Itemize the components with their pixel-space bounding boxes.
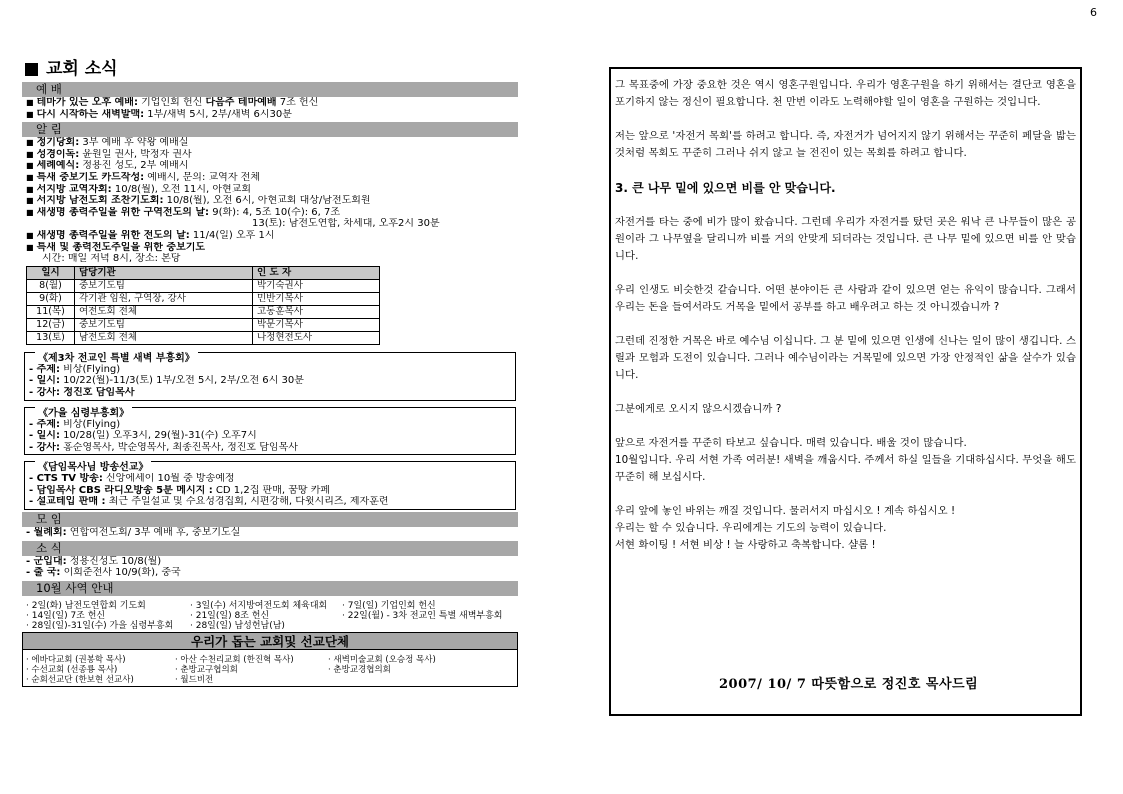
dawn-revival-box — [24, 352, 516, 401]
bullet-icon: ■ — [26, 184, 34, 194]
table-row — [27, 331, 380, 344]
list-item: · 2일(화) 남전도연합회 기도회 — [26, 600, 146, 611]
list-item: · 월드비전 — [175, 674, 214, 685]
paragraph: 그분에게로 오시지 않으시겠습니까 ? — [615, 403, 782, 415]
table-row — [27, 292, 380, 305]
notice-item: ■ 특새 및 총력전도주일을 위한 중보기도 — [26, 241, 206, 253]
schedule-bar: 10월 사역 안내 — [22, 581, 518, 596]
table-cell: 고동훈목사 — [253, 305, 380, 318]
news-item: - 군입대: 정용진성도 10/8(월) — [26, 555, 162, 567]
table-header-row — [27, 266, 380, 279]
notice-item: ■ 새생명 총력주일을 위한 구역전도의 날: 9(화): 4, 5조 10(수): 6, 7조 — [26, 206, 341, 218]
list-item: · 28일(일)-31일(수) 가을 심령부흥회 — [26, 620, 174, 631]
signature: 2007/ 10/ 7 따뜻함으로 정진호 목사드림 — [719, 677, 979, 692]
notice-item: ■ 서지방 교역자회: 10/8(월), 오전 11시, 아현교회 — [26, 183, 252, 195]
notice-item: ■ 새생명 총력주일을 위한 전도의 날: 11/4(일) 오후 1시 — [26, 229, 275, 241]
list-item: · 21일(일) 8조 헌신 — [190, 610, 270, 621]
box-line: - 설교테입 판매 : 최근 주일설교 및 수요성경집회, 시편강해, 다윗시리즈, 제자훈련 — [29, 496, 389, 508]
pastor-letter-column — [609, 67, 1082, 716]
bullet-icon: ■ — [26, 172, 34, 182]
notice-item: ■ 세례예식: 정용진 성도, 2부 예배시 — [26, 160, 189, 172]
article-heading: 3. 큰 나무 밑에 있으면 비를 안 맞습니다. — [615, 181, 836, 195]
bullet-icon: ■ — [26, 161, 34, 171]
month-schedule — [22, 596, 518, 631]
support-list — [23, 650, 517, 686]
prayer-schedule-table — [26, 266, 380, 345]
paragraph: 자전거를 타는 중에 비가 많이 왔습니다. 그런데 우리가 자전거를 탔던 곳은 워낙 큰 나무들이 많은 공원이라 그 나무옆을 달리니까 비를 거의 안맞게 되더라는 것입니다. 큰 나무 밑에 있으면 비를 안 맞습니다. — [615, 216, 1076, 262]
page-number: 6 — [1090, 6, 1097, 19]
list-item: · 28일(일) 남성헌남(남) — [190, 620, 285, 631]
paragraph: 앞으로 자전거를 꾸준히 타보고 싶습니다. 매력 있습니다. 배울 것이 많습니다. — [615, 437, 967, 449]
paragraph: 서현 화이팅 ! 서현 비상 ! 늘 사랑하고 축복합니다. 샬롬 ! — [615, 539, 876, 551]
box-line: - CTS TV 방송: 신앙에세이 10월 중 방송예정 — [29, 473, 235, 485]
box-title: 《가을 심령부흥회》 — [35, 404, 132, 419]
bullet-icon: ■ — [26, 109, 34, 119]
table-cell: 각기관 임원, 구역장, 강사 — [75, 292, 253, 305]
supported-missions-box — [22, 632, 518, 687]
paragraph: 우리 앞에 놓인 바위는 깨질 것입니다. 물러서지 마십시오 ! 계속 하십시오 ! — [615, 505, 956, 517]
paragraph: 우리는 할 수 있습니다. 우리에게는 기도의 능력이 있습니다. — [615, 522, 887, 534]
news-item: - 출 국: 이희준전사 10/9(화), 중국 — [26, 567, 181, 579]
meeting-bar: 모 임 — [22, 512, 518, 527]
list-item: · 아산 수천리교회 (한진혁 목사) — [175, 654, 294, 665]
list-item: · 춘방교구협의회 — [175, 664, 238, 675]
worship-bar: 예 배 — [22, 82, 518, 97]
table-row — [27, 305, 380, 318]
table-cell: 9(화) — [27, 292, 75, 305]
table-cell: 나정현전도사 — [253, 331, 380, 344]
paragraph: 그 목표중에 가장 중요한 것은 역시 영혼구원입니다. 우리가 영혼구원을 하기 위해서는 결단코 영혼을 포기하지 않는 정신이 필요합니다. 천 만번 이라도 노력해야할 일이 영혼을 구원하는 것입니다. — [615, 79, 1076, 108]
list-item: · 14일(일) 7조 헌신 — [26, 610, 106, 621]
notice-item: ■ 서지방 남전도회 조찬기도회: 10/8(월), 오전 6시, 아현교회 대상/남전도회원 — [26, 195, 371, 207]
table-cell: 박기숙권사 — [253, 279, 380, 292]
list-item: · 7일(일) 기업인회 헌신 — [342, 600, 436, 611]
meeting-item: - 월례회: 연합여전도회/ 3부 예배 후, 중보기도실 — [26, 527, 241, 539]
worship-item: ■ 테마가 있는 오후 예배: 기업인회 헌신 다음주 테마예배 7조 헌신 — [26, 97, 319, 108]
prayer-time: 시간: 매일 저녁 8시, 장소: 본당 — [42, 253, 181, 265]
list-item: · 춘방교경협의회 — [328, 664, 391, 675]
box-line: - 주제: 비상(Flying) — [29, 418, 121, 430]
table-cell: 박문기목사 — [253, 318, 380, 331]
bullet-icon: ■ — [26, 149, 34, 159]
paragraph: 그런데 진정한 거목은 바로 예수님 이십니다. 그 분 밑에 있으면 인생에 신나는 일이 많이 생깁니다. 스릴과 모험과 도전이 있습니다. 그러나 예수님이라는 거목밑에 있으면 가장 안정적인 삶을 살수가 있습니다. — [615, 335, 1076, 381]
table-cell: 민반기목사 — [253, 292, 380, 305]
table-cell: 중보기도팀 — [75, 318, 253, 331]
notice-item: ■ 정기당회: 3부 예배 후 약왕 예배실 — [26, 137, 189, 149]
square-bullet-icon — [25, 63, 38, 76]
church-news-column — [22, 58, 518, 687]
paragraph: 우리 인생도 비슷한것 같습니다. 어떤 분야이든 큰 사람과 같이 있으면 얻는 유익이 많습니다. 그래서 우리는 돈을 들여서라도 거목을 밑에서 공부를 하고 배우려고 하는 것 아니겠습니까 ? — [615, 284, 1076, 313]
table-cell: 8(월) — [27, 279, 75, 292]
notice-continued: 13(토): 남전도연합, 차세대, 오후2시 30분 — [252, 218, 440, 230]
support-title: 우리가 돕는 교회및 선교단체 — [23, 633, 517, 650]
list-item: · 22일(월) - 3차 전교인 특별 새벽부흥회 — [342, 610, 503, 621]
list-item: · 새벽미술교회 (오승정 목사) — [328, 654, 436, 665]
table-header: 담당기관 — [75, 266, 253, 279]
box-line: - 주제: 비상(Flying) — [29, 363, 121, 375]
box-title: 《제3차 전교인 특별 새벽 부흥회》 — [35, 349, 198, 364]
paragraph: 저는 앞으로 '자전거 목회'를 하려고 합니다. 즉, 자전거가 넘어지지 않기 위해서는 꾸준히 페달을 밟는 것처럼 목회도 꾸준히 그러나 쉬지 않고 늘 전진이 있는 목회를 하려고 합니다. — [615, 130, 1076, 159]
table-row — [27, 318, 380, 331]
list-item: · 에바다교회 (권봉학 목사) — [26, 654, 126, 665]
bullet-icon: ■ — [26, 230, 34, 240]
list-item: · 수선교회 (선종룡 목사) — [26, 664, 118, 675]
section-header — [25, 58, 518, 80]
box-line: - 강사: 홍순영목사, 박순영목사, 최종진목사, 정진호 담임목사 — [29, 441, 298, 453]
bullet-icon: ■ — [26, 98, 34, 107]
table-cell: 13(토) — [27, 331, 75, 344]
notices-bar: 알 림 — [22, 122, 518, 137]
table-header: 인 도 자 — [253, 266, 380, 279]
news-bar: 소 식 — [22, 541, 518, 556]
box-line: - 강사: 정진호 담임목사 — [29, 386, 135, 398]
table-row — [27, 279, 380, 292]
list-item: · 순회선교단 (한보현 선교사) — [26, 674, 134, 685]
table-cell: 11(목) — [27, 305, 75, 318]
list-item: · 3일(수) 서지방여전도회 체육대회 — [190, 600, 328, 611]
broadcast-box — [24, 461, 516, 510]
bullet-icon: ■ — [26, 242, 34, 252]
page-title: 교회 소식 — [46, 59, 118, 79]
table-cell: 중보기도팀 — [75, 279, 253, 292]
bullet-icon: ■ — [26, 207, 34, 217]
paragraph: 10월입니다. 우리 서현 가족 여러분! 새벽을 깨웁시다. 주께서 하실 일들을 기대하십시다. 무엇을 해도 꾸준히 해 보십시다. — [615, 454, 1076, 483]
bullet-icon: ■ — [26, 138, 34, 148]
box-line: - 일시: 10/28(일) 오후3시, 29(월)-31(수) 오후7시 — [29, 430, 257, 442]
box-title: 《담임목사님 방송선교》 — [35, 458, 151, 473]
table-cell: 여전도회 전체 — [75, 305, 253, 318]
notice-item: ■ 특새 중보기도 카드작성: 예배시, 문의: 교역자 전체 — [26, 171, 260, 183]
box-line: - 담임목사 CBS 라디오방송 5분 메시지 : CD 1,2집 판매, 꿈땅 카페 — [29, 484, 331, 496]
table-cell: 남전도회 전체 — [75, 331, 253, 344]
worship-item: ■ 다시 시작하는 새벽발맥: 1부/새벽 5시, 2부/새벽 6시30분 — [26, 108, 292, 120]
table-header: 일시 — [27, 266, 75, 279]
autumn-revival-box — [24, 407, 516, 456]
box-line: - 일시: 10/22(월)-11/3(토) 1부/오전 5시, 2부/오전 6시 30분 — [29, 375, 304, 387]
notice-item: ■ 성경이독: 윤원일 권사, 박정자 권사 — [26, 148, 192, 160]
table-cell: 12(금) — [27, 318, 75, 331]
bullet-icon: ■ — [26, 196, 34, 206]
